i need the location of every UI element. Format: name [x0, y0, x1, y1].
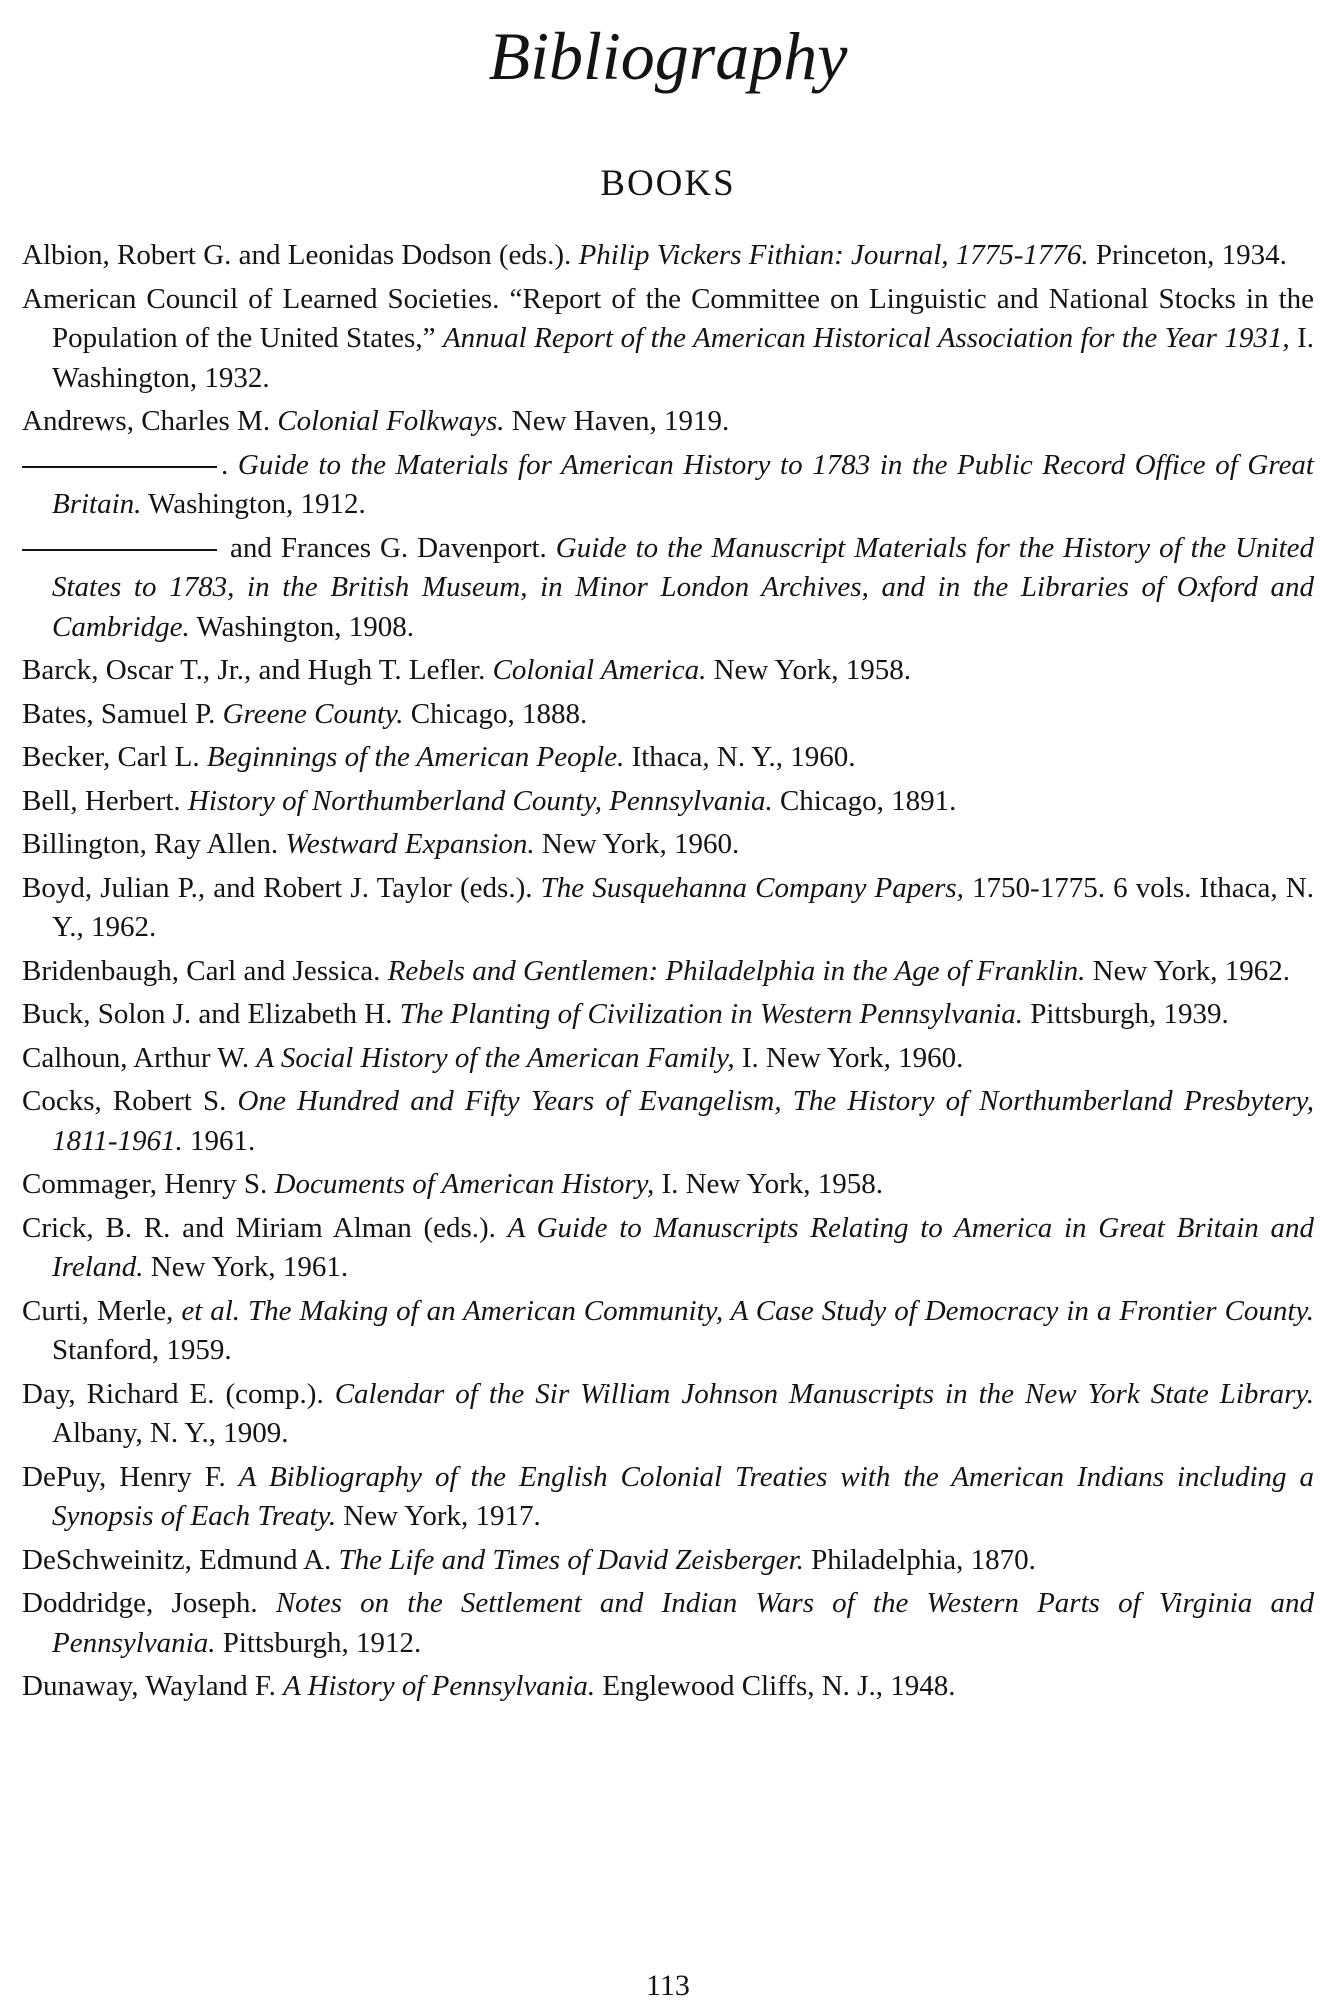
entry-author: Dunaway, Wayland F. — [22, 1670, 284, 1702]
entry-publication: I. New York, 1960. — [734, 1041, 964, 1074]
entry-publication: New York, 1961. — [143, 1251, 349, 1283]
bibliography-entry — [22, 529, 1314, 648]
ditto-dash — [22, 549, 217, 551]
entry-publication: 1961. — [182, 1124, 256, 1157]
entry-title: The Susquehanna Company Papers, — [540, 871, 964, 904]
section-heading-books: BOOKS — [600, 163, 736, 204]
entry-publication: New York, 1958. — [706, 654, 911, 686]
entry-publication: Washington, 1908. — [189, 610, 415, 643]
entry-title: A History of Pennsylvania. — [283, 1670, 596, 1702]
entry-publication: I. Washington, 1932. — [52, 322, 1314, 394]
bibliography-entry — [22, 236, 1314, 276]
entry-author: Andrews, Charles M. — [22, 405, 278, 437]
entry-title: Notes on the Settlement and Indian Wars of the Western Parts of Virginia and Pennsylvania. — [52, 1587, 1314, 1659]
page-number: 113 — [646, 1969, 690, 2002]
entry-author: Bridenbaugh, Carl and Jessica. — [22, 954, 388, 987]
bibliography-entry — [22, 1541, 1314, 1581]
entry-author: Doddridge, Joseph. — [22, 1587, 276, 1619]
entry-author: Becker, Carl L. — [22, 741, 207, 773]
bibliography-entry — [22, 1458, 1314, 1537]
bibliography-entry — [22, 402, 1314, 442]
entry-publication: Ithaca, N. Y., 1960. — [624, 741, 856, 773]
entry-author: Commager, Henry S. — [22, 1168, 275, 1200]
entry-author: Bates, Samuel P. — [22, 697, 223, 730]
entry-author: Bell, Herbert. — [22, 784, 188, 817]
bibliography-entry — [22, 952, 1314, 992]
bibliography-entry — [22, 869, 1314, 948]
entry-publication: Chicago, 1891. — [772, 784, 957, 817]
entry-author: Day, Richard E. (comp.). — [22, 1377, 335, 1410]
bibliography-entry — [22, 1667, 1314, 1707]
bibliography-entry — [22, 825, 1314, 865]
entry-title: The Life and Times of David Zeisberger. — [338, 1543, 804, 1576]
entry-author: Buck, Solon J. and Elizabeth H. — [22, 998, 400, 1030]
entry-author: Barck, Oscar T., Jr., and Hugh T. Lefler. — [22, 654, 493, 686]
entry-publication: New York, 1960. — [534, 828, 740, 860]
entry-title: Colonial America. — [492, 654, 707, 686]
entry-author: Calhoun, Arthur W. — [22, 1041, 257, 1074]
entry-title: A Guide to Manuscripts Relating to America in Great Britain and Ireland. — [52, 1211, 1314, 1283]
ditto-dash — [22, 466, 217, 468]
entry-title: Philip Vickers Fithian: Journal, 1775-1776. — [578, 239, 1089, 271]
entry-author: American Council of Learned Societies. “Report of the Committee on Linguistic and National Stocks in the Population of the United States,” — [22, 282, 1314, 354]
entry-title: Greene County. — [222, 697, 404, 730]
bibliography-entry — [22, 1292, 1314, 1371]
bibliography-entry — [22, 695, 1314, 735]
bibliography-entry — [22, 280, 1314, 399]
bibliography-entry — [22, 1375, 1314, 1454]
entry-title: Guide to the Materials for American History to 1783 in the Public Record Office of Great Britain. — [52, 448, 1314, 520]
entry-author: Curti, Merle, — [22, 1294, 182, 1327]
entry-author: Billington, Ray Allen. — [22, 828, 286, 860]
entry-publication: Washington, 1912. — [141, 488, 366, 520]
bibliography-entry — [22, 1082, 1314, 1161]
entry-title: Annual Report of the American Historical Association for the Year 1931, — [442, 322, 1290, 354]
entry-author: Boyd, Julian P., and Robert J. Taylor (eds.). — [22, 871, 541, 904]
entry-title: The Planting of Civilization in Western Pennsylvania. — [399, 998, 1023, 1030]
bibliography-entry — [22, 1165, 1314, 1205]
entry-author: Crick, B. R. and Miriam Alman (eds.). — [22, 1211, 508, 1244]
document-page — [22, 0, 1314, 2014]
entry-publication: I. New York, 1958. — [654, 1168, 883, 1200]
entry-publication: Philadelphia, 1870. — [803, 1543, 1036, 1576]
entry-title: Colonial Folkways. — [277, 405, 505, 437]
entry-author: DeSchweinitz, Edmund A. — [22, 1543, 339, 1576]
entry-publication: Englewood Cliffs, N. J., 1948. — [595, 1670, 956, 1702]
entry-author: Cocks, Robert S. — [22, 1085, 238, 1117]
entry-publication: 1750-1775. 6 vols. Ithaca, N. Y., 1962. — [52, 871, 1314, 943]
entry-publication: Princeton, 1934. — [1088, 239, 1287, 271]
bibliography-entry — [22, 782, 1314, 822]
bibliography-entry — [22, 1584, 1314, 1663]
entry-title: One Hundred and Fifty Years of Evangelism, The History of Northumberland Presbytery, 1811-1961. — [52, 1085, 1315, 1157]
entry-publication: New York, 1962. — [1085, 954, 1291, 987]
entry-author: DePuy, Henry F. — [22, 1460, 239, 1493]
entry-publication: New Haven, 1919. — [504, 405, 730, 437]
page-title: Bibliography — [488, 18, 848, 94]
bibliography-entry — [22, 1039, 1314, 1079]
bibliography-entry — [22, 995, 1314, 1035]
bibliography-entry — [22, 651, 1314, 691]
entry-publication: Chicago, 1888. — [403, 697, 588, 730]
entry-title: The Making of an American Community, A Case Study of Democracy in a Frontier County. — [248, 1294, 1314, 1327]
entry-author: . — [221, 448, 238, 481]
entry-author: Albion, Robert G. and Leonidas Dodson (eds.). — [22, 239, 579, 271]
entry-title: Rebels and Gentlemen: Philadelphia in the Age of Franklin. — [387, 954, 1086, 987]
entry-publication: Stanford, 1959. — [52, 1334, 232, 1366]
entry-publication: New York, 1917. — [336, 1500, 541, 1532]
entry-publication: Pittsburgh, 1939. — [1022, 998, 1229, 1030]
entry-publication: Albany, N. Y., 1909. — [52, 1417, 289, 1449]
entry-title: History of Northumberland County, Pennsylvania. — [187, 784, 773, 817]
entry-publication: Pittsburgh, 1912. — [215, 1626, 422, 1659]
bibliography-entry — [22, 446, 1314, 525]
entry-title: A Bibliography of the English Colonial Treaties with the American Indians including a Synopsis of Each Treaty. — [52, 1460, 1314, 1532]
entry-title: Documents of American History, — [274, 1168, 655, 1200]
entry-title: A Social History of the American Family, — [256, 1041, 735, 1074]
entry-title: Guide to the Manuscript Materials for the History of the United States to 1783, in the British Museum, in Minor London Archives, and in the Libraries of Oxford and Cambridge. — [52, 531, 1315, 643]
entry-title: Westward Expansion. — [285, 828, 535, 860]
bibliography-entry — [22, 1209, 1314, 1288]
entry-title: Beginnings of the American People. — [206, 741, 625, 773]
entry-title: Calendar of the Sir William Johnson Manuscripts in the New York State Library. — [334, 1377, 1314, 1410]
entry-author-latin: et al. — [181, 1294, 241, 1327]
entry-author: and Frances G. Davenport. — [221, 531, 556, 564]
bibliography-list — [22, 236, 1314, 1711]
bibliography-entry — [22, 738, 1314, 778]
